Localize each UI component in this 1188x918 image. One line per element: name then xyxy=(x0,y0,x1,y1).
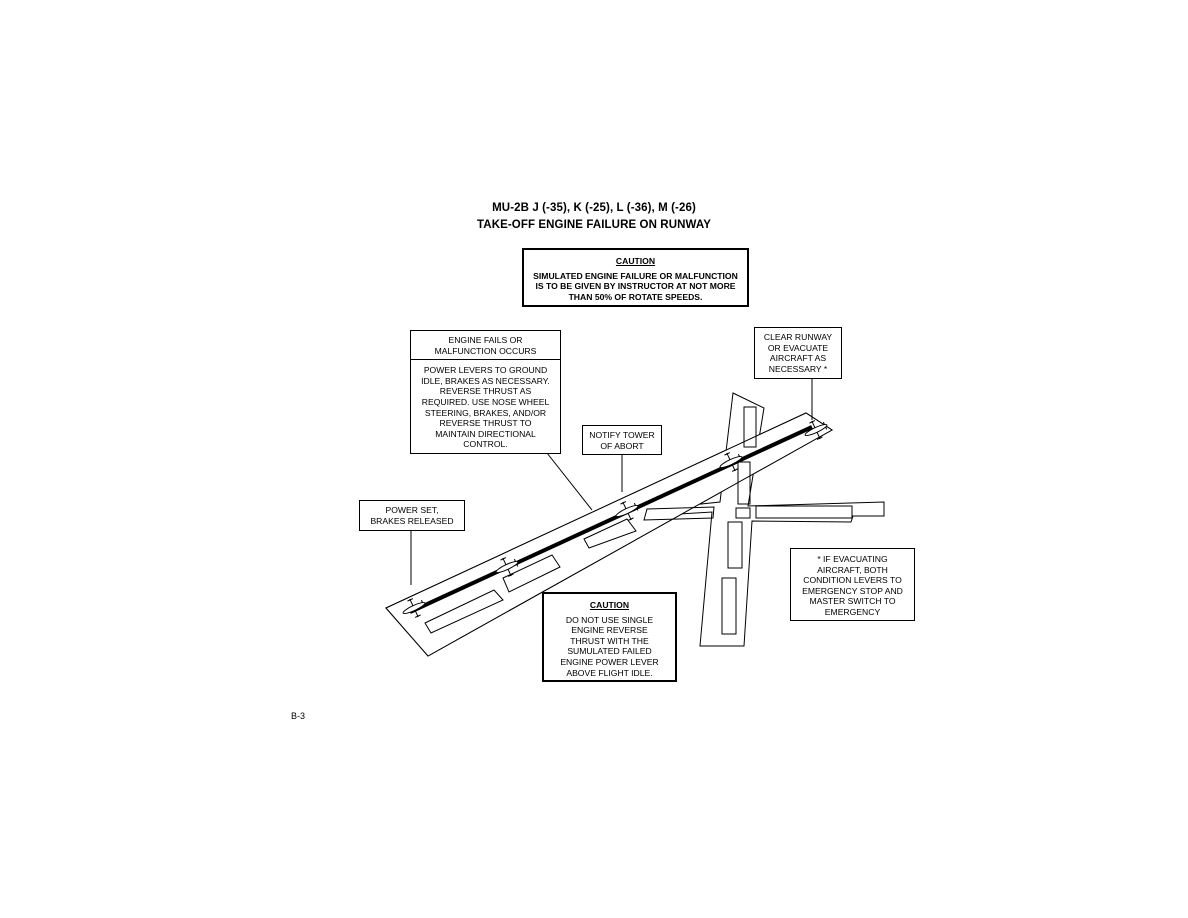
body-line: POWER LEVERS TO GROUND xyxy=(423,365,548,376)
body-line: REQUIRED. USE NOSE WHEEL xyxy=(421,396,550,407)
body-line: MAINTAIN DIRECTIONAL xyxy=(435,428,536,439)
leader-line xyxy=(547,453,592,510)
caution-line: THRUST WITH THE xyxy=(570,635,649,646)
power-line: POWER SET, xyxy=(385,505,439,515)
caution-line: THAN 50% OF ROTATE SPEEDS. xyxy=(568,291,703,302)
heading-line: MALFUNCTION OCCURS xyxy=(434,345,537,356)
heading-line: ENGINE FAILS OR xyxy=(448,335,523,345)
body-line: CONTROL. xyxy=(463,439,508,450)
note-line: EMERGENCY xyxy=(824,606,881,617)
clear-line: OR EVACUATE xyxy=(767,342,829,353)
page-number: B-3 xyxy=(291,711,306,721)
clear-line: CLEAR RUNWAY xyxy=(763,332,833,342)
body-line: IDLE, BRAKES AS NECESSARY. xyxy=(421,375,550,386)
body-line: STEERING, BRAKES, AND/OR xyxy=(424,407,547,418)
engine-fails-box xyxy=(410,330,561,454)
caution-heading: CAUTION xyxy=(615,256,656,266)
notify-line: OF ABORT xyxy=(600,440,644,451)
note-line: EMERGENCY STOP AND xyxy=(802,585,903,596)
caution-line: SUMULATED FAILED xyxy=(567,646,652,657)
power-line: BRAKES RELEASED xyxy=(370,515,454,526)
caution-line: ENGINE REVERSE xyxy=(571,625,648,636)
caution-line: DO NOT USE SINGLE xyxy=(565,614,654,625)
body-line: REVERSE THRUST AS xyxy=(439,386,532,397)
clear-line: NECESSARY * xyxy=(768,363,828,374)
evacuate-note-box xyxy=(790,548,915,621)
caution-top-box xyxy=(522,248,749,307)
notify-tower-box xyxy=(582,425,662,455)
caution-bottom-box xyxy=(542,592,677,682)
caution-heading: CAUTION xyxy=(589,600,630,610)
body-line: REVERSE THRUST TO xyxy=(439,418,532,429)
engine-fails-heading xyxy=(411,331,560,359)
page-title: MU-2B J (-35), K (-25), L (-36), M (-26) xyxy=(492,202,696,214)
page-subtitle: TAKE-OFF ENGINE FAILURE ON RUNWAY xyxy=(477,219,711,231)
note-line: MASTER SWITCH TO xyxy=(809,596,896,607)
caution-line: ABOVE FLIGHT IDLE. xyxy=(566,667,653,678)
caution-line: SIMULATED ENGINE FAILURE OR MALFUNCTION xyxy=(533,270,738,281)
note-line: CONDITION LEVERS TO xyxy=(803,575,902,586)
notify-line: NOTIFY TOWER xyxy=(589,430,655,440)
engine-fails-body xyxy=(411,360,560,450)
clear-line: AIRCRAFT AS xyxy=(769,353,827,364)
note-line: * IF EVACUATING xyxy=(817,554,888,564)
caution-line: ENGINE POWER LEVER xyxy=(560,656,659,667)
note-line: AIRCRAFT, BOTH xyxy=(817,564,888,575)
caution-line: IS TO BE GIVEN BY INSTRUCTOR AT NOT MORE xyxy=(535,281,736,292)
clear-runway-box xyxy=(754,327,842,379)
power-set-box xyxy=(359,500,465,531)
